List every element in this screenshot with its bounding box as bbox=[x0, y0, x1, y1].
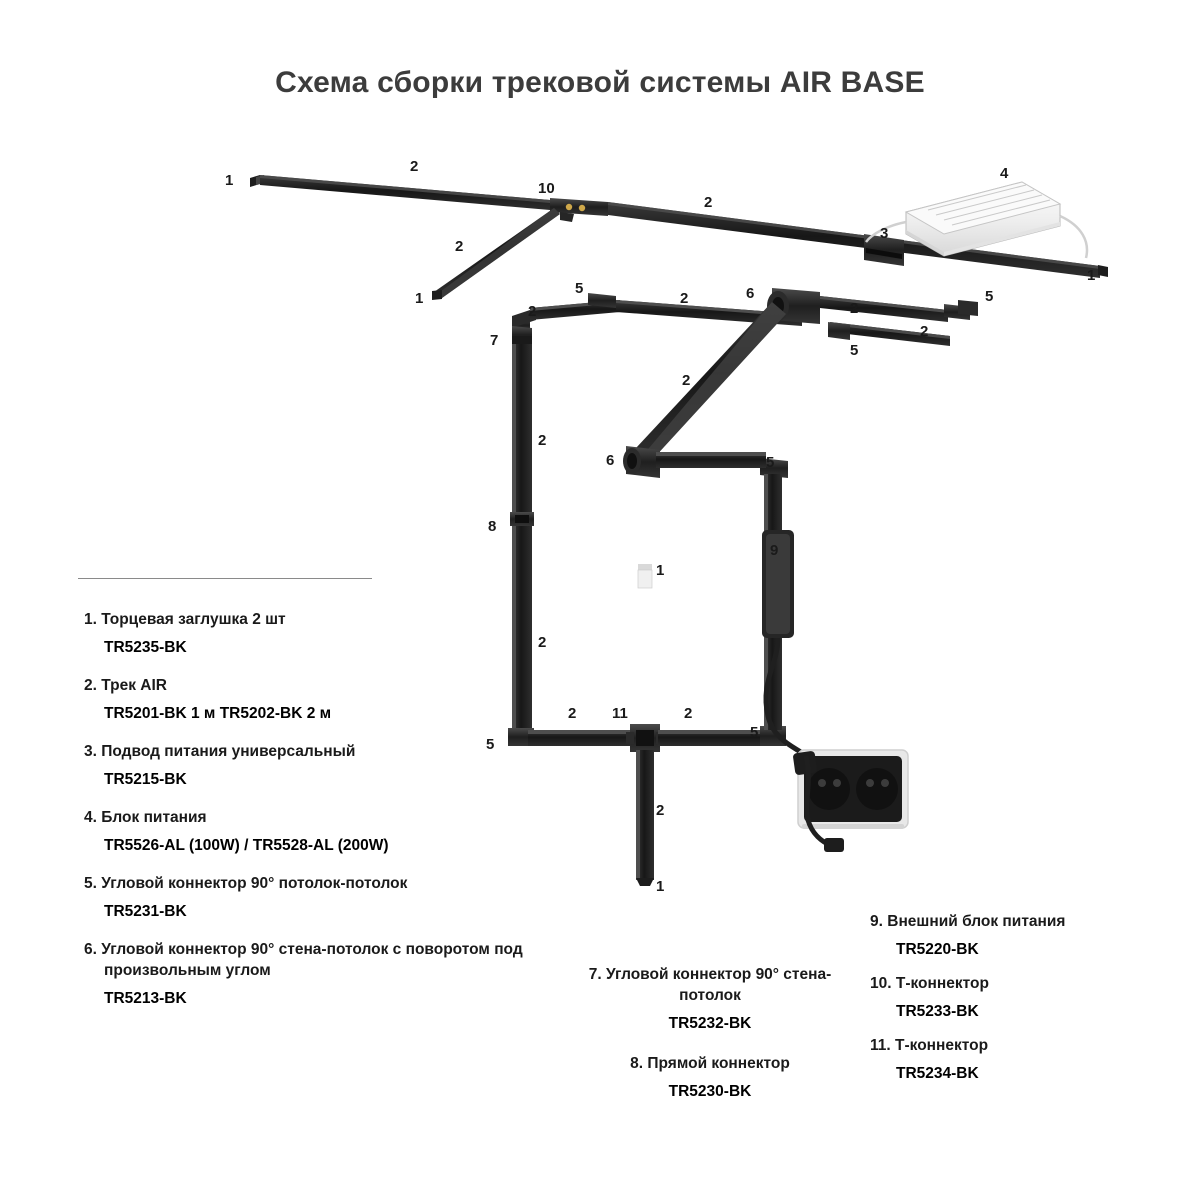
track-bottom-stub bbox=[636, 750, 654, 886]
callout-18: 7 bbox=[490, 332, 499, 349]
callout-16: 2 bbox=[920, 323, 929, 340]
callout-30: 5 bbox=[750, 724, 759, 741]
callout-9: 1 bbox=[415, 290, 424, 307]
callout-3: 10 bbox=[538, 180, 555, 197]
callout-7: 1 bbox=[1087, 267, 1096, 284]
legend-item-1 bbox=[84, 610, 524, 658]
page-title: Схема сборки трековой системы AIR BASE bbox=[275, 66, 925, 99]
legend-item-5 bbox=[84, 874, 524, 922]
legend-item-3 bbox=[84, 742, 524, 790]
callout-28: 11 bbox=[612, 705, 628, 722]
callout-20: 2 bbox=[538, 432, 547, 449]
legend-item-2 bbox=[84, 676, 524, 724]
legend-item-10 bbox=[870, 974, 1170, 1022]
legend-item-3-code: TR5215-BK bbox=[104, 771, 187, 789]
legend-item-1-title: Торцевая заглушка bbox=[101, 611, 248, 628]
callout-33: 1 bbox=[656, 878, 665, 895]
track-branch-down-left bbox=[434, 208, 560, 298]
legend-column-c bbox=[870, 912, 1170, 1098]
legend-item-6-number: 6. bbox=[84, 941, 97, 959]
legend-item-7-title: Угловой коннектор 90° стена-потолок bbox=[605, 966, 832, 1004]
track-upper-mid-right bbox=[820, 296, 948, 322]
callout-31: 5 bbox=[486, 736, 495, 753]
corner-connector-6-lower bbox=[623, 446, 660, 478]
legend-item-5-code: TR5231-BK bbox=[104, 903, 187, 921]
callout-1: 1 bbox=[225, 172, 234, 189]
legend-item-3-title: Подвод питания универсальный bbox=[101, 743, 356, 761]
callout-4: 2 bbox=[704, 194, 713, 211]
callout-32: 2 bbox=[656, 802, 665, 819]
track-diagonal-main bbox=[636, 302, 786, 460]
corner-connector-5-lower-right bbox=[828, 322, 850, 340]
legend-column-a bbox=[84, 610, 524, 1027]
legend-item-11 bbox=[870, 1036, 1170, 1084]
callout-22: 5 bbox=[766, 454, 775, 471]
legend-item-1-code: TR5235-BK bbox=[104, 638, 187, 656]
track-bottom-right bbox=[658, 730, 764, 746]
legend-item-9 bbox=[870, 912, 1170, 960]
legend-item-3-number: 3. bbox=[84, 743, 97, 761]
legend-item-8 bbox=[560, 1054, 860, 1102]
legend-item-6-title: Угловой коннектор 90° стена-потолок с поворотом под произвольным углом bbox=[101, 941, 523, 980]
track-middle-thin bbox=[638, 564, 652, 588]
end-cap-top-right bbox=[1098, 265, 1108, 277]
legend-item-7-number: 7. bbox=[588, 966, 602, 983]
callout-5: 3 bbox=[880, 225, 889, 242]
corner-connector-5-upper-right bbox=[944, 300, 978, 320]
callout-14: 2 bbox=[850, 300, 859, 317]
callout-6: 4 bbox=[1000, 165, 1009, 182]
legend-item-1-qty: 2 шт bbox=[252, 611, 286, 628]
callout-12: 2 bbox=[680, 290, 689, 307]
legend-item-11-title: Т-коннектор bbox=[895, 1037, 989, 1055]
legend-item-4-title: Блок питания bbox=[101, 809, 207, 827]
legend-divider bbox=[78, 578, 372, 579]
legend-item-11-number: 11. bbox=[870, 1037, 891, 1055]
legend-column-b bbox=[560, 965, 860, 1122]
callout-8: 2 bbox=[455, 238, 464, 255]
callout-15: 5 bbox=[985, 288, 994, 305]
legend-item-6 bbox=[84, 940, 524, 1009]
straight-connector-8 bbox=[510, 512, 534, 526]
legend-item-1-number: 1. bbox=[84, 611, 97, 628]
legend-item-9-code: TR5220-BK bbox=[896, 940, 979, 958]
callout-26: 2 bbox=[538, 634, 547, 651]
legend-item-8-number: 8. bbox=[630, 1054, 644, 1072]
legend-item-5-title: Угловой коннектор 90° потолок-потолок bbox=[101, 875, 408, 893]
legend-item-11-code: TR5234-BK bbox=[896, 1065, 979, 1083]
t-connector-10 bbox=[550, 198, 608, 222]
track-bottom-left bbox=[528, 730, 632, 746]
legend-item-7 bbox=[560, 965, 860, 1034]
track-diagonal-foot bbox=[656, 452, 766, 468]
callout-23: 8 bbox=[488, 518, 497, 535]
callout-10: 5 bbox=[575, 280, 584, 297]
legend-item-8-code: TR5230-BK bbox=[668, 1082, 752, 1100]
legend-item-7-code: TR5232-BK bbox=[668, 1014, 752, 1032]
legend-item-8-title: Прямой коннектор bbox=[647, 1054, 790, 1072]
callout-19: 2 bbox=[682, 372, 691, 389]
callout-25: 1 bbox=[656, 562, 665, 579]
callout-27: 2 bbox=[568, 705, 577, 722]
legend-item-5-number: 5. bbox=[84, 875, 97, 893]
track-top-left-segment bbox=[260, 175, 550, 210]
callout-13: 6 bbox=[746, 285, 755, 302]
corner-connector-7 bbox=[512, 326, 532, 344]
legend-item-2-number: 2. bbox=[84, 677, 97, 695]
legend-item-10-code: TR5233-BK bbox=[896, 1002, 979, 1020]
legend-item-9-title: Внешний блок питания bbox=[887, 913, 1066, 930]
legend-item-10-title: Т-коннектор bbox=[895, 975, 989, 993]
track-left-vertical-upper bbox=[512, 344, 532, 512]
legend-item-10-number: 10. bbox=[870, 975, 892, 993]
legend-item-4 bbox=[84, 808, 524, 856]
callout-29: 2 bbox=[684, 705, 693, 722]
legend-item-6-code: TR5213-BK bbox=[104, 990, 187, 1008]
legend-item-2-code: TR5201-BK 1 м TR5202-BK 2 м bbox=[104, 704, 332, 722]
callout-24: 9 bbox=[770, 542, 779, 559]
legend-item-4-number: 4. bbox=[84, 809, 97, 827]
callout-11: 2 bbox=[528, 303, 537, 320]
legend-item-9-number: 9. bbox=[870, 913, 883, 930]
legend-item-2-title: Трек AIR bbox=[101, 677, 167, 695]
callout-17: 5 bbox=[850, 342, 859, 359]
callout-21: 6 bbox=[606, 452, 615, 469]
callout-2: 2 bbox=[410, 158, 419, 175]
end-cap-branch-left bbox=[432, 290, 442, 300]
legend-item-4-code: TR5526-AL (100W) / TR5528-AL (200W) bbox=[104, 837, 389, 855]
